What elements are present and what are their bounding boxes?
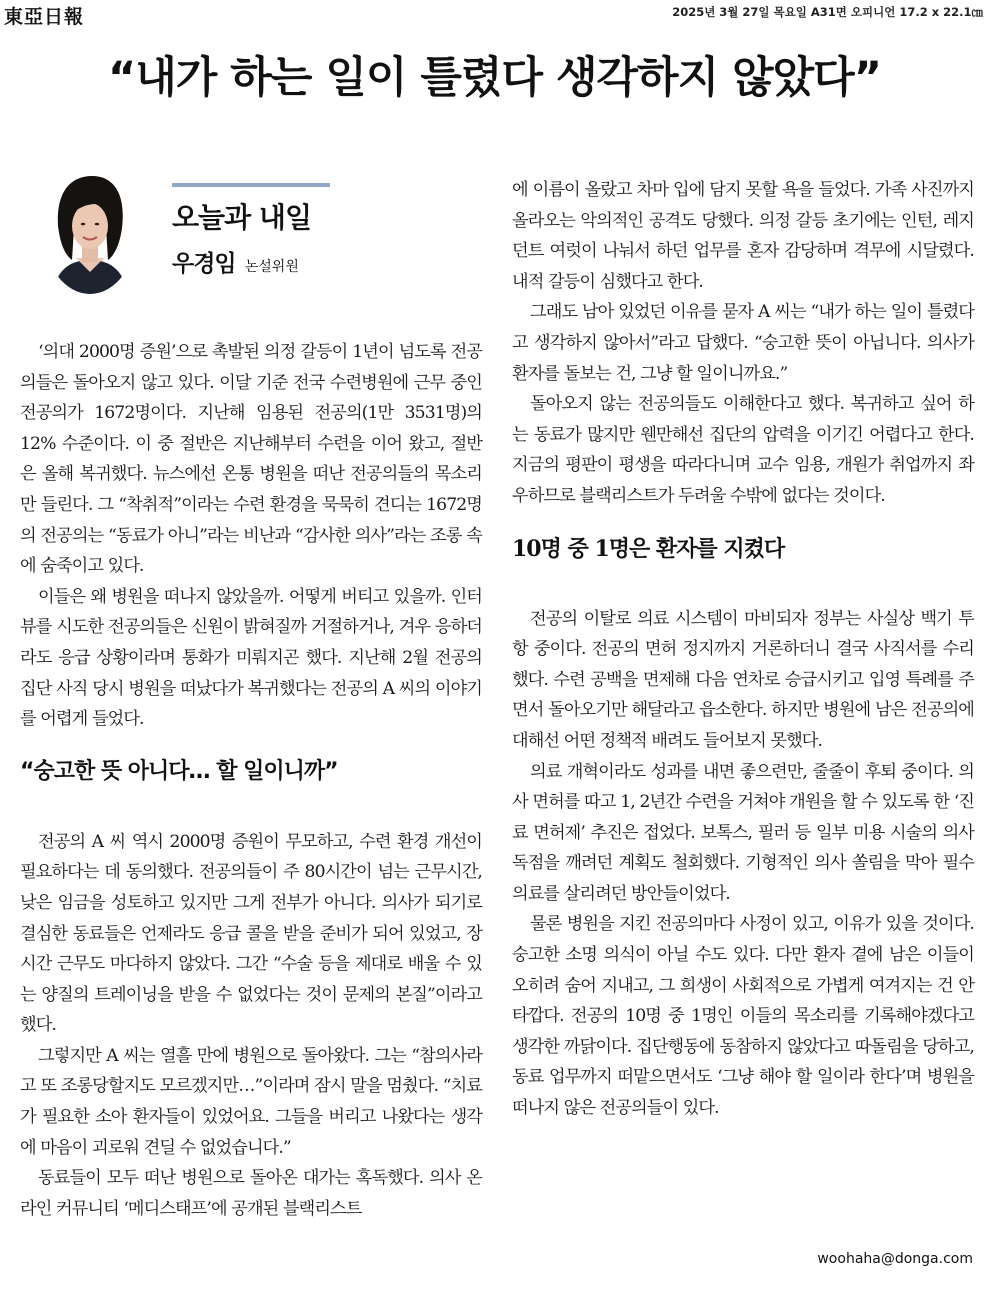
paragraph: ‘의대 2000명 증원’으로 촉발된 의정 갈등이 1년이 넘도록 전공의들은 돌아오지 않고 있다. 이달 기준 전국 수련병원에 근무 중인 전공의가 1672명이다. 지난해 임용된 전공의(1만 3531명)의 12% 수준이다. 이 중 절반은 지난해부터 수련을 이어 왔고, 절반은 올해 복귀했다. 뉴스에선 온통 병원을 떠난 전공의들의 목소리만 들린다. 그 “착취적”이라는 수련 환경을 묵묵히 견디는 1672명의 전공의는 “동료가 아니”라는 비난과 “감사한 의사”라는 조롱 속에 숨죽이고 있다. [20,342,482,577]
masthead [0,0,989,30]
author-email[interactable]: woohaha@donga.com [817,1251,973,1267]
subheading: “숭고한 뜻 아니다… 할 일이니까” [20,758,338,784]
right-column [512,175,974,1124]
paragraph: 동료들이 모두 떠난 병원으로 돌아온 대가는 혹독했다. 의사 온라인 커뮤니티 ‘메디스태프’에 공개된 블랙리스트 [20,1168,482,1219]
paragraph: 전공의 A 씨 역시 2000명 증원이 무모하고, 수련 환경 개선이 필요하다는 데 동의했다. 전공의들이 주 80시간이 넘는 근무시간, 낮은 임금을 성토하고 있지만 그게 전부가 아니다. 의사가 되기로 결심한 동료들은 언제라도 응급 콜을 받을 준비가 되어 있었고, 장시간 근무도 마다하지 않았다. 그간 “수술 등을 제대로 배울 수 있는 양질의 트레이닝을 받을 수 없었다는 것이 문제의 본질”이라고 했다. [20,831,482,1036]
paragraph: 이들은 왜 병원을 떠나지 않았을까. 어떻게 버티고 있을까. 인터뷰를 시도한 전공의들은 신원이 밝혀질까 거절하거나, 겨우 응하더라도 응급 상황이라며 통화가 미뤄지곤 했다. 지난해 2월 전공의 집단 사직 당시 병원을 떠났다가 복귀했다는 전공의 A 씨의 이야기를 어렵게 들었다. [20,586,482,730]
byline [172,245,299,278]
edition-info: 2025년 3월 27일 목요일 A31면 오피니언 17.2 x 22.1㎝ [672,5,983,19]
author-title: 논설위원 [244,259,299,275]
author-name: 우경임 [172,251,236,277]
paragraph: 그렇지만 A 씨는 열흘 만에 병원으로 돌아왔다. 그는 “참의사라고 또 조롱당할지도 모르겠지만…”이라며 잠시 말을 멈췄다. “치료가 필요한 소아 환자들이 있었어요. 그들을 버리고 나왔다는 생각에 마음이 괴로워 견딜 수 없었습니다.” [20,1045,482,1158]
paragraph: 의료 개혁이라도 성과를 내면 좋으련만, 줄줄이 후퇴 중이다. 의사 면허를 따고 1, 2년간 수련을 거쳐야 개원을 할 수 있도록 한 ‘진료 면허제’ 추진은 접었다. 보톡스, 필러 등 일부 미용 시술의 의사 독점을 깨려던 계획도 철회했다. 기형적인 의사 쏠림을 막아 필수 의료를 살리려던 방안들이었다. [512,761,974,904]
column-accent-bar [172,183,330,187]
subheading: 10명 중 1명은 환자를 지켰다 [512,535,785,562]
paragraph: 물론 병원을 지킨 전공의마다 사정이 있고, 이유가 있을 것이다. 숭고한 소명 의식이 아닐 수도 있다. 다만 환자 곁에 남은 이들이 오히려 숨어 지내고, 그 희생이 사회적으로 가볍게 여겨지는 건 안타깝다. 전공의 10명 중 1명인 이들의 목소리를 기록해야겠다고 생각한 까닭이다. 집단행동에 동참하지 않았다고 따돌림을 당하고, 동료 업무까지 떠맡으면서도 ‘그냥 해야 할 일이라 한다’며 병원을 떠나지 않은 전공의들이 있다. [512,914,974,1119]
newspaper-logo: 東亞日報 [4,6,85,28]
paragraph: 그래도 남아 있었던 이유를 묻자 A 씨는 “내가 하는 일이 틀렸다고 생각하지 않아서”라고 답했다. “숭고한 뜻이 아닙니다. 의사가 환자를 돌보는 건, 그냥 할 일이니까요.” [512,302,974,384]
author-portrait [42,168,138,296]
paragraph: 에 이름이 올랐고 차마 입에 담지 못할 욕을 들었다. 가족 사진까지 올라오는 악의적인 공격도 당했다. 의정 갈등 초기에는 인턴, 레지던트 여럿이 나눠서 하던 업무를 혼자 감당하며 격무에 시달렸다. 내적 갈등이 심했다고 한다. [512,180,974,292]
paragraph: 전공의 이탈로 의료 시스템이 마비되자 정부는 사실상 백기 투항 중이다. 전공의 면허 정지까지 거론하더니 결국 사직서를 수리했다. 수련 공백을 면제해 다음 연차로 승급시키고 입영 특례를 주면서 돌아오기만 해달라고 읍소한다. 하지만 병원에 남은 전공의에 대해선 어떤 정책적 배려도 들어보지 못했다. [512,608,974,751]
paragraph: 돌아오지 않는 전공의들도 이해한다고 했다. 복귀하고 싶어 하는 동료가 많지만 웬만해선 집단의 압력을 이기긴 어렵다고 한다. 지금의 평판이 평생을 따라다니며 교수 임용, 개원가 취업까지 좌우하므로 블랙리스트가 두려울 수밖에 없다는 것이다. [512,394,974,506]
left-column [20,337,482,1224]
headline: “내가 하는 일이 틀렸다 생각하지 않았다” [108,53,881,103]
column-name: 오늘과 내일 [172,201,311,234]
